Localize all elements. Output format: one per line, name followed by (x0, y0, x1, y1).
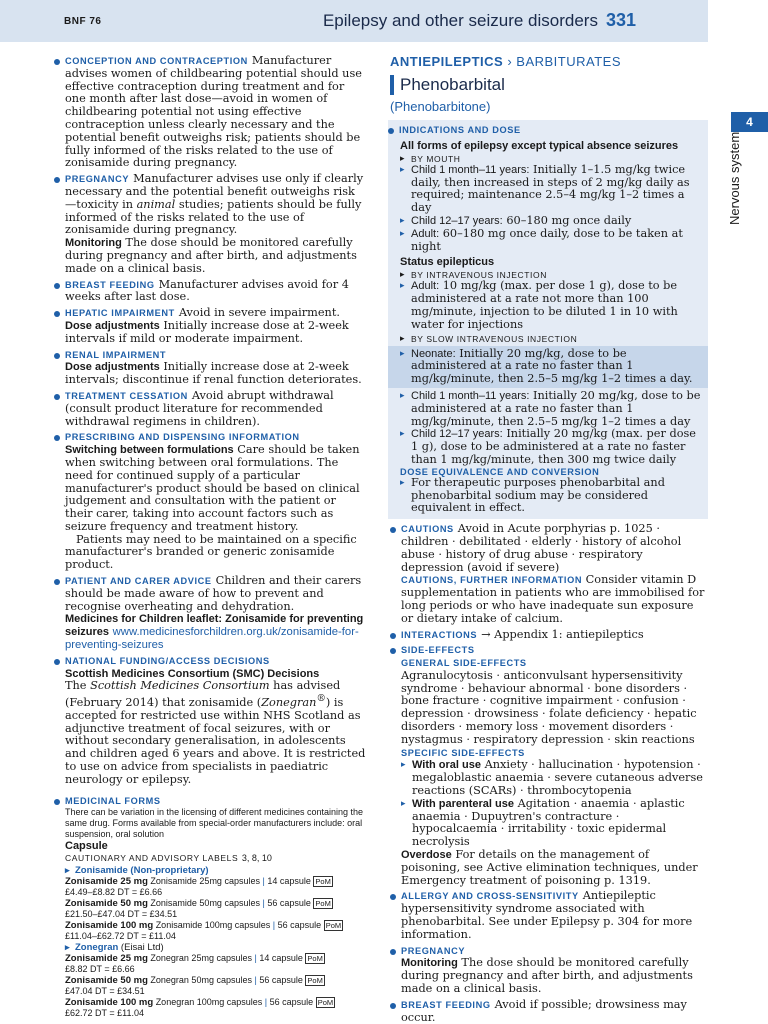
section-side-effects (390, 644, 708, 887)
product-name: Zonisamide 50 mg (65, 898, 148, 910)
product-desc: Zonegran 100mg capsules (155, 997, 263, 1008)
text: Care should be taken when switching between oral formulations. The need for continued supply of a particular manufacturer's product should be based on clinical judgement and consultation with the patient or their carer, taking into account factors such as seizure frequency and treatment history. (65, 443, 360, 533)
heading: RENAL IMPAIRMENT (65, 349, 167, 360)
price: £47.04 DT = £34.51 (65, 986, 145, 997)
dose (400, 348, 702, 386)
heading: BREAST FEEDING (65, 279, 155, 290)
text: Avoid in Acute porphyrias p. 1025 · children · debilitated · elderly · history of alcohol abuse · history of drug abuse · respiratory depression (avoid if severe) (401, 522, 682, 574)
chapter-tab-label: Nervous system (727, 131, 742, 225)
text: Agitation · anaemia · aplastic anaemia · Dupuytren's contracture · hypocalcaemia · irritability · toxic epidermal necrolysis (412, 796, 685, 849)
smc-heading: Scottish Medicines Consortium (SMC) Decisions (65, 667, 320, 680)
subheading: SPECIFIC SIDE-EFFECTS (401, 747, 525, 758)
dose-text: 60–180 mg once daily (506, 213, 632, 227)
dose-text: Initially 1–1.5 mg/kg twice daily, then increased in steps of 2 mg/kg daily as required; maintenance 2.5–4 mg/kg 1–2 times a day (411, 162, 690, 215)
section-allergy (390, 890, 708, 941)
section-funding (54, 655, 366, 787)
product-name: Zonisamide 100 mg (65, 920, 154, 932)
section-indications (388, 124, 702, 137)
pack-size: 56 capsule (269, 997, 314, 1008)
heading: MEDICINAL FORMS (65, 795, 161, 806)
subheading: CAUTIONS, FURTHER INFORMATION (401, 575, 583, 586)
manufacturer[interactable] (65, 942, 366, 953)
text: The (65, 679, 91, 693)
dose (400, 228, 702, 254)
pom-badge: PoM (307, 954, 323, 964)
text: Manufacturer advises avoid for 4 weeks after last dose. (65, 277, 349, 304)
price: £21.50–£47.04 DT = £34.51 (65, 909, 178, 920)
text: has advised (February 2014) that zonisamide ( (65, 679, 341, 710)
label: Dose adjustments (65, 361, 160, 374)
product: Zonisamide 25 mg Zonegran 25mg capsules | 14 capsule PoM £8.82 DT = £6.66 (65, 953, 323, 975)
heading: NATIONAL FUNDING/ACCESS DECISIONS (65, 655, 270, 666)
label: Medicines for Children leaflet: Zonisamide for preventing seizures (65, 613, 364, 639)
text: Manufacturer advises use only if clearly necessary and the potential benefit outweighs risk—toxicity in (65, 172, 364, 211)
breadcrumb-item[interactable]: ANTIEPILEPTICS (390, 54, 504, 69)
right-column (390, 54, 708, 1024)
dose (400, 390, 702, 428)
section-cautions (390, 523, 708, 625)
pom-badge: PoM (315, 877, 331, 887)
product: Zonisamide 100 mg Zonisamide 100mg capsules | 56 capsule PoM £11.04–£62.72 DT = £11.04 (65, 920, 342, 942)
heading: HEPATIC IMPAIRMENT (65, 308, 175, 319)
manufacturer[interactable]: ▸ Zonisamide (Non-proprietary) (65, 865, 366, 876)
price: £62.72 DT = £11.04 (65, 1008, 144, 1019)
route: ▸ BY MOUTH (400, 154, 702, 164)
pom-badge: PoM (317, 998, 334, 1008)
age-group: Neonate: (411, 347, 456, 360)
page-number: 331 (605, 10, 636, 30)
chevron-right-icon: › (507, 54, 513, 69)
section-prescribing (54, 431, 366, 572)
interactions-link[interactable]: → Appendix 1: antiepileptics (481, 627, 644, 641)
product-name: Zonisamide 25 mg (65, 953, 148, 965)
pack-size: 56 capsule (277, 920, 322, 931)
text: Consider vitamin D supplementation in patients who are immobilised for long periods or who have inadequate sun exposure or dietary intake of calcium. (401, 573, 705, 625)
pom-badge: PoM (315, 899, 331, 909)
section-interactions (390, 629, 708, 642)
heading: BREAST FEEDING (401, 999, 491, 1010)
left-column (54, 55, 366, 1022)
heading: ALLERGY AND CROSS-SENSITIVITY (401, 891, 579, 902)
text: There can be variation in the licensing of different medicines containing the same drug. Forms available from special-order manufacturers include: oral suspension, oral solution (65, 807, 364, 840)
pack-size: 56 capsule (267, 898, 311, 909)
text: ) is accepted for restricted use within NHS Scotland as adjunctive treatment of focal seizures, with or without secondary generalisation, in adolescents and children aged 6 years and above. It is restricted to use on advice from specialists in paediatric neurology or epilepsy. (65, 696, 366, 786)
heading: PREGNANCY (65, 174, 130, 185)
indication: Status epilepticus (400, 256, 495, 269)
age-group: Adult: (411, 227, 440, 240)
heading: CONCEPTION AND CONTRACEPTION (65, 56, 248, 66)
text: The dose should be monitored carefully during pregnancy and after birth, and adjustments made on a clinical basis. (401, 956, 693, 996)
age-group: Child 12–17 years: (411, 214, 503, 227)
heading: TREATMENT CESSATION (65, 390, 188, 401)
dose (400, 164, 702, 215)
heading: PATIENT AND CARER ADVICE (65, 576, 212, 587)
heading: PREGNANCY (401, 945, 466, 956)
dose-text: 10 mg/kg (max. per dose 1 g), dose to be administered at a rate not more than 100 mg/minute, injection to be diluted 1 in 10 with water for injections (411, 279, 678, 331)
product-desc: Zonegran 25mg capsules (150, 953, 252, 964)
product-desc: Zonisamide 50mg capsules (150, 898, 260, 909)
chapter-name: Epilepsy and other seizure disorders (322, 11, 598, 30)
manufacturer-company: (Eisai Ltd) (120, 942, 164, 954)
label: With oral use (412, 759, 481, 772)
label: Monitoring (65, 237, 122, 250)
label: Overdose (401, 849, 452, 862)
price: £4.49–£8.82 DT = £6.66 (65, 887, 163, 898)
product: Zonisamide 100 mg Zonegran 100mg capsules | 56 capsule PoM £62.72 DT = £11.04 (65, 997, 334, 1019)
indication: All forms of epilepsy except typical absence seizures (400, 139, 679, 152)
age-group: Child 12–17 years: (411, 428, 503, 441)
section-pregnancy-right (390, 945, 708, 996)
drug-alt-name: (Phenobarbitone) (390, 99, 491, 114)
product-desc: Zonisamide 100mg capsules (155, 920, 271, 931)
brand-italic: Zonegran (261, 696, 317, 710)
heading: INTERACTIONS (401, 629, 478, 640)
text-italic: animal (136, 197, 176, 211)
route: ▸ BY SLOW INTRAVENOUS INJECTION (400, 334, 702, 344)
dose (400, 280, 702, 331)
text: Initially increase dose at 2-week intervals if mild or moderate impairment. (65, 318, 349, 345)
manufacturer-name: Zonegran (75, 942, 119, 954)
product: Zonisamide 50 mg Zonegran 50mg capsules | 56 capsule PoM £47.04 DT = £34.51 (65, 975, 323, 997)
pom-badge: PoM (307, 976, 323, 986)
section-medicinal-forms (54, 795, 366, 1020)
pom-badge: PoM (325, 921, 342, 931)
label: CAUTIONARY AND ADVISORY LABELS (65, 853, 239, 864)
dose-text: Initially 20 mg/kg, dose to be administered at a rate no faster than 1 mg/kg/minute, then 2.5–5 mg/kg 1–2 times a day. (411, 346, 693, 386)
chapter-tab[interactable]: 4 (731, 112, 768, 132)
dose-text: Initially 20 mg/kg, dose to be administered at a rate no faster than 1 mg/kg/minute, then 2.5–5 mg/kg 1–2 times a day (411, 388, 701, 428)
heading: CAUTIONS (401, 524, 454, 535)
product: Zonisamide 25 mg Zonisamide 25mg capsules | 14 capsule PoM £4.49–£8.82 DT = £6.66 (65, 876, 331, 898)
product-name: Zonisamide 25 mg (65, 876, 148, 888)
label: Switching between formulations (65, 444, 234, 457)
price: £8.82 DT = £6.66 (65, 964, 135, 975)
dose (400, 428, 702, 466)
pack-size: 14 capsule (267, 876, 311, 887)
section-breast-feeding-right (390, 999, 708, 1024)
product: Zonisamide 50 mg Zonisamide 50mg capsules | 56 capsule PoM £21.50–£47.04 DT = £34.51 (65, 898, 331, 920)
text: Antiepileptic hypersensitivity syndrome associated with phenobarbital. See under Epilepsy p. 304 for more information. (401, 889, 693, 941)
text: Agranulocytosis · anticonvulsant hypersensitivity syndrome · behaviour abnormal · bone disorders · bone fracture · cognitive impairment · confusion · depression · drowsiness · folate deficiency · hepatic disorders · memory loss · movement disorders · nystagmus · respiratory depression · skin reactions (401, 668, 697, 746)
highlighted-dose (388, 346, 708, 388)
bnf-edition: BNF 76 (64, 16, 102, 27)
pack-size: 14 capsule (259, 953, 303, 964)
section-conception (54, 55, 366, 170)
text: For details on the management of poisoning, see Active elimination techniques, under Emergency treatment of poisoning p. 1319. (401, 848, 698, 887)
text: studies; patients should be fully informed of the risks related to the use of zonisamide during pregnancy. (65, 197, 362, 237)
subheading: DOSE EQUIVALENCE AND CONVERSION (400, 466, 600, 477)
drug-title: Phenobarbital (390, 75, 708, 95)
product-name: Zonisamide 100 mg (65, 997, 154, 1009)
label: With parenteral use (412, 797, 514, 810)
label-numbers: 3, 8, 10 (241, 853, 272, 864)
text: ▸ For therapeutic purposes phenobarbital and phenobarbital sodium may be considered equivalent in effect. (400, 477, 702, 515)
age-group: Child 1 month–11 years: (411, 389, 530, 402)
heading: INDICATIONS AND DOSE (399, 125, 521, 135)
text: Anxiety · hallucination · hypotension · megaloblastic anaemia · severe cutaneous adverse reactions (SCARs) · thrombocytopenia (412, 758, 703, 798)
chapter-title (323, 10, 636, 31)
registered-mark: ® (316, 693, 326, 705)
section-cessation (54, 390, 366, 428)
section-hepatic (54, 307, 366, 345)
pack-size: 56 capsule (259, 975, 303, 986)
text: Children and their carers should be made aware of how to prevent and recognise overheating and dehydration. (65, 574, 362, 613)
page-header (0, 0, 708, 42)
text: Initially increase dose at 2-week intervals; discontinue if renal function deteriorates. (65, 360, 362, 387)
route: ▸ BY INTRAVENOUS INJECTION (400, 270, 702, 280)
text: The dose should be monitored carefully during pregnancy and after birth, and adjustments made on a clinical basis. (65, 236, 357, 275)
right-sections (390, 523, 708, 1024)
price: £11.04–£62.72 DT = £11.04 (65, 931, 176, 942)
text: Avoid in severe impairment. (178, 306, 340, 320)
text: Avoid if possible; drowsiness may occur. (401, 997, 687, 1024)
dose-text: 60–180 mg once daily, dose to be taken at night (411, 226, 683, 253)
indications-panel (388, 120, 708, 519)
product-name: Zonisamide 50 mg (65, 975, 148, 987)
heading: PRESCRIBING AND DISPENSING INFORMATION (65, 432, 300, 443)
subheading: GENERAL SIDE-EFFECTS (401, 658, 527, 669)
section-renal (54, 349, 366, 387)
text: Patients may need to be maintained on a specific manufacturer's branded or generic zonisamide product. (65, 532, 357, 572)
heading: SIDE-EFFECTS (401, 645, 475, 656)
text: Manufacturer advises women of childbearing potential should use effective contraception during treatment and for one month after last dose—avoid in women of childbearing potential not using effective contraception unless clearly necessary and the potential benefit outweighs risk; patients should be fully informed of the risks related to the use of zonisamide during pregnancy. (65, 54, 362, 170)
product-desc: Zonisamide 25mg capsules (150, 876, 260, 887)
breadcrumb (390, 54, 708, 69)
product-desc: Zonegran 50mg capsules (150, 975, 252, 986)
leaflet-link[interactable]: www.medicinesforchildren.org.uk/zonisamide-for-preventing-seizures (65, 626, 359, 652)
age-group: Adult: (411, 280, 440, 293)
age-group: Child 1 month–11 years: (411, 163, 530, 176)
form-heading: Capsule (65, 840, 108, 853)
text: Avoid abrupt withdrawal (consult product literature for recommended withdrawal regimens in children). (65, 388, 334, 428)
breadcrumb-item[interactable]: BARBITURATES (516, 54, 621, 69)
label: Monitoring (401, 957, 458, 970)
section-patient-advice (54, 575, 366, 652)
section-breast-feeding (54, 279, 366, 305)
label: Dose adjustments (65, 319, 160, 332)
text-italic: Scottish Medicines Consortium (90, 679, 270, 693)
specific-effect (401, 798, 708, 849)
section-pregnancy (54, 173, 366, 275)
specific-effect (401, 759, 708, 797)
dose-text: Initially 20 mg/kg (max. per dose 1 g), dose to be administered at a rate no faster than 1 mg/kg/minute, then 300 mg twice daily (411, 427, 696, 466)
